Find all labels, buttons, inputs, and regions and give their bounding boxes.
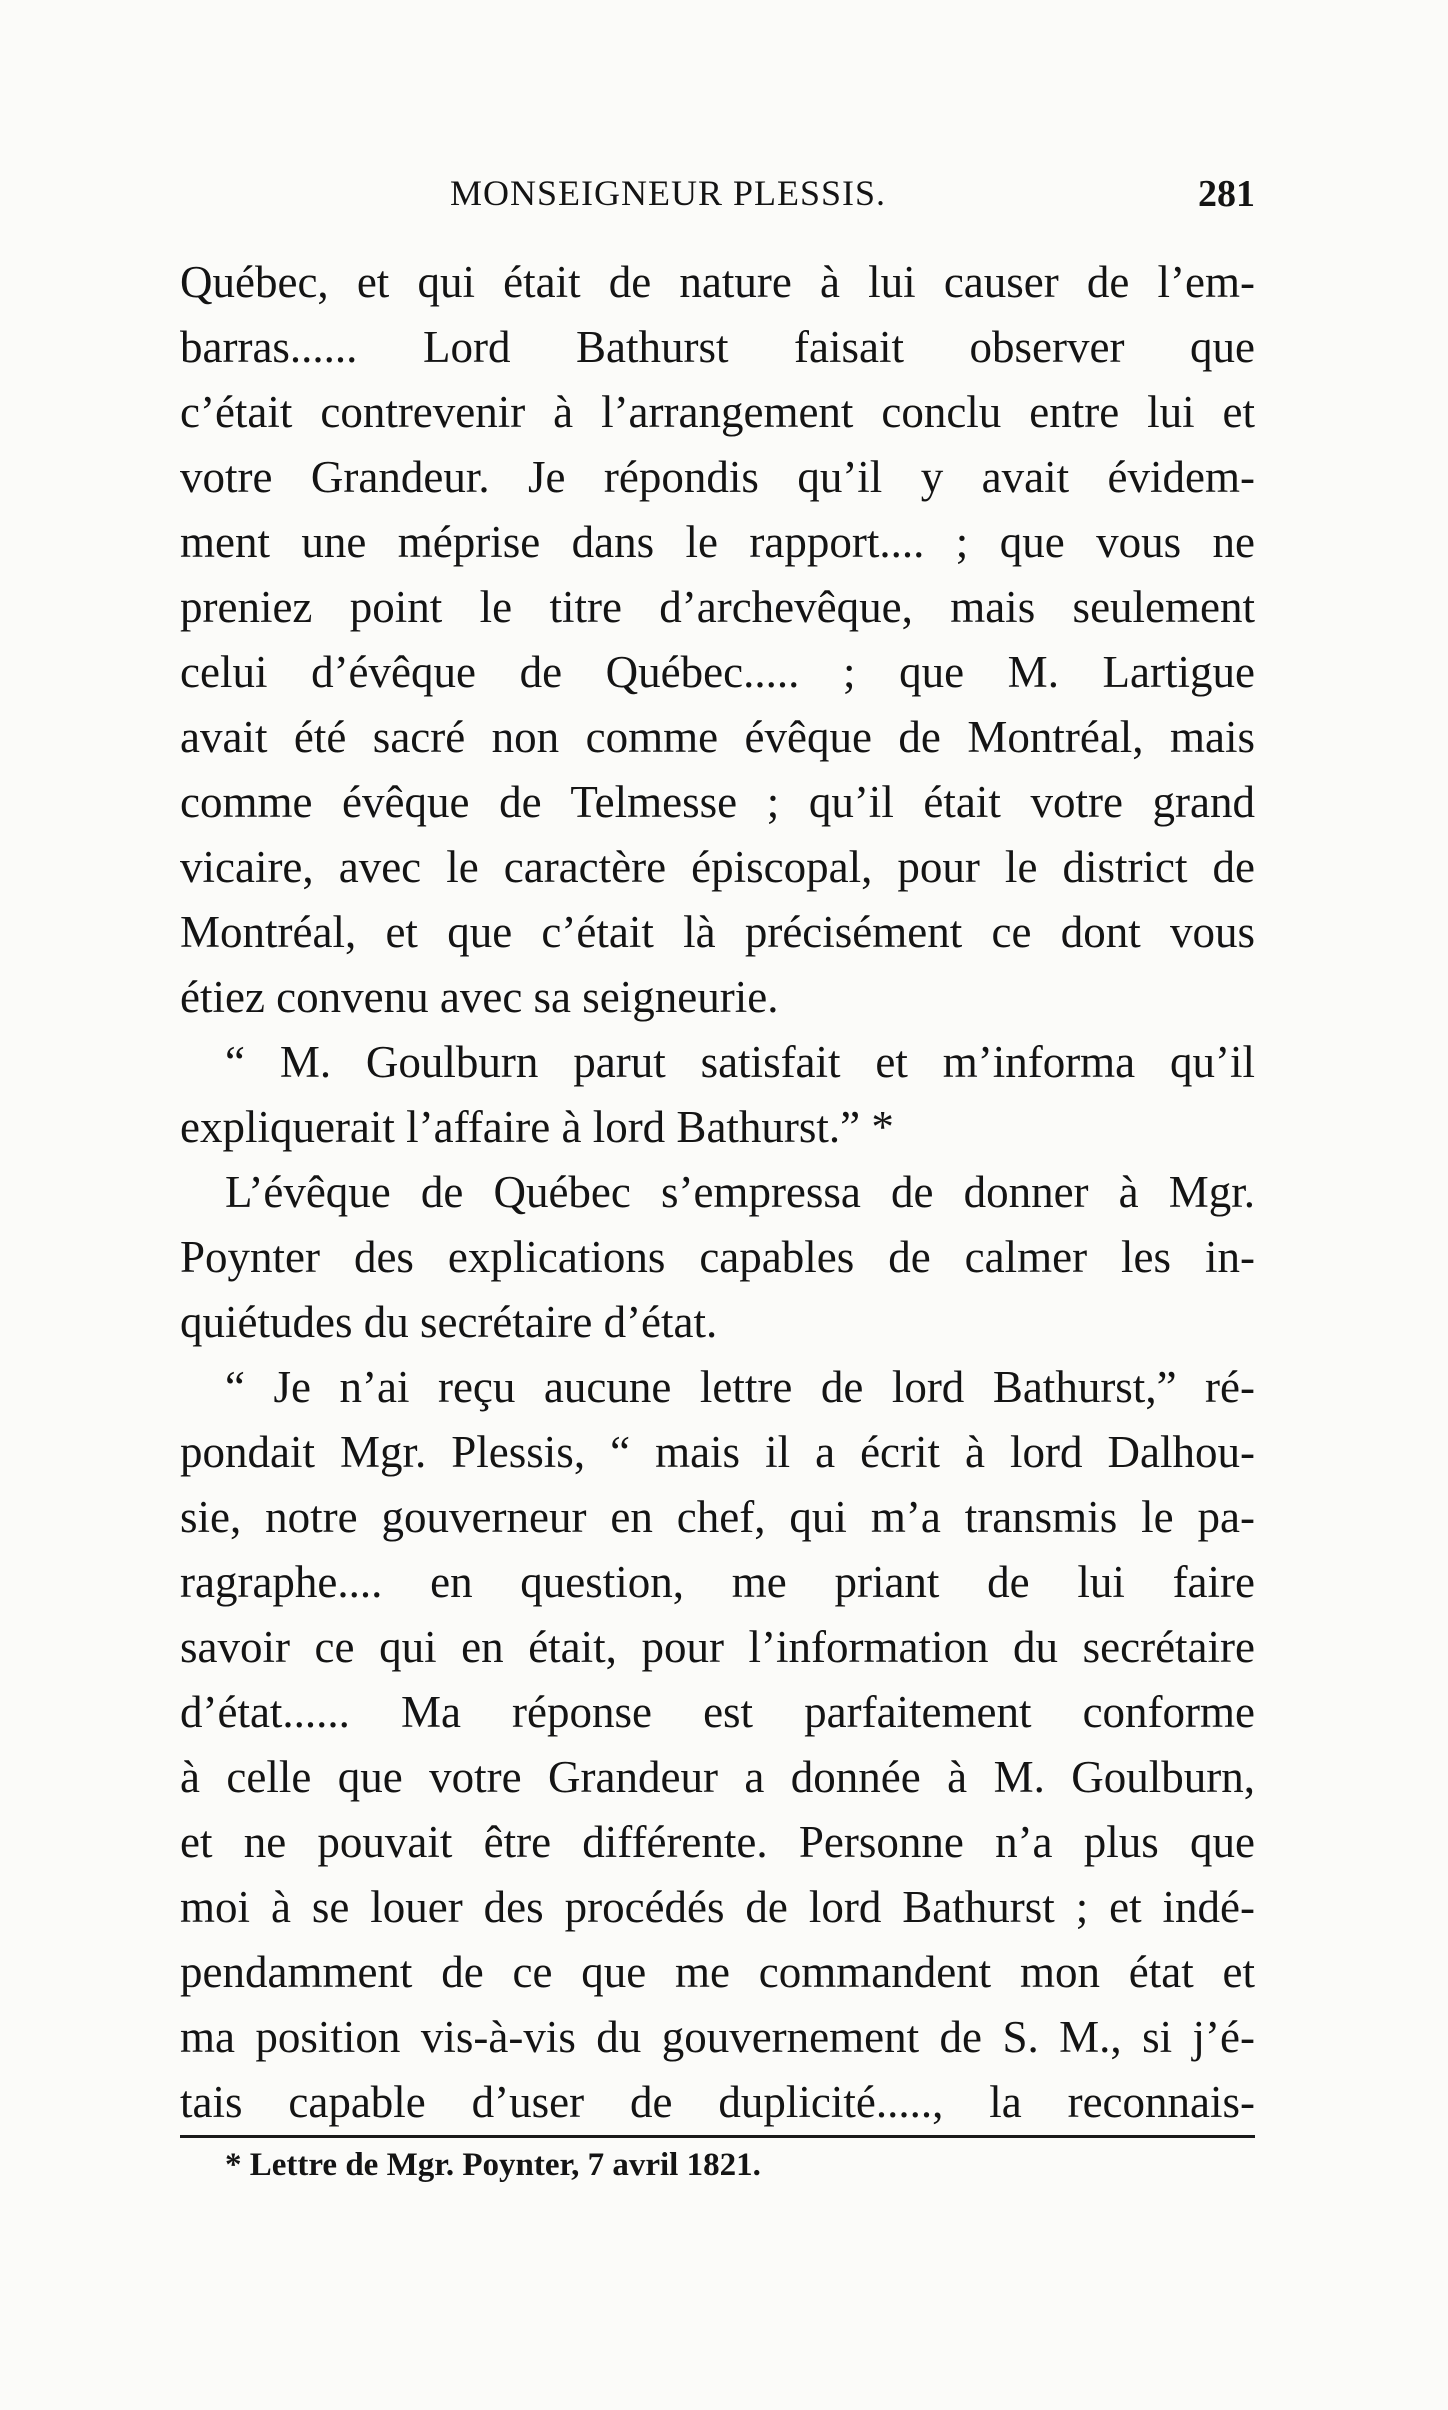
text-line: ment une méprise dans le rapport.... ; que vous ne xyxy=(180,517,1255,567)
text-line: étiez convenu avec sa seigneurie. xyxy=(180,972,779,1022)
text-line: ragraphe.... en question, me priant de lui faire xyxy=(180,1557,1255,1607)
text-line: comme évêque de Telmesse ; qu’il était votre grand xyxy=(180,777,1255,827)
text-line: preniez point le titre d’archevêque, mais seulement xyxy=(180,582,1255,632)
text-line: “ M. Goulburn parut satisfait et m’informa qu’il xyxy=(225,1037,1255,1087)
text-line: sie, notre gouverneur en chef, qui m’a transmis le pa- xyxy=(180,1492,1255,1542)
page-header xyxy=(180,172,1255,222)
text-line: L’évêque de Québec s’empressa de donner à Mgr. xyxy=(225,1167,1255,1217)
text-line: c’était contrevenir à l’arrangement conclu entre lui et xyxy=(180,387,1255,437)
text-line: avait été sacré non comme évêque de Montréal, mais xyxy=(180,712,1255,762)
text-line: Québec, et qui était de nature à lui causer de l’em- xyxy=(180,257,1255,307)
text-line: votre Grandeur. Je répondis qu’il y avait évidem- xyxy=(180,452,1255,502)
text-line: moi à se louer des procédés de lord Bathurst ; et indé- xyxy=(180,1882,1255,1932)
text-line: “ Je n’ai reçu aucune lettre de lord Bathurst,” ré- xyxy=(225,1362,1255,1412)
text-line: Montréal, et que c’était là précisément ce dont vous xyxy=(180,907,1255,957)
text-line: savoir ce qui en était, pour l’information du secrétaire xyxy=(180,1622,1255,1672)
running-title: MONSEIGNEUR PLESSIS. xyxy=(450,173,887,213)
text-line: pondait Mgr. Plessis, “ mais il a écrit à lord Dalhou- xyxy=(180,1427,1255,1477)
text-line: vicaire, avec le caractère épiscopal, pour le district de xyxy=(180,842,1255,892)
text-line: à celle que votre Grandeur a donnée à M. Goulburn, xyxy=(180,1752,1255,1802)
text-line: d’état...... Ma réponse est parfaitement conforme xyxy=(180,1687,1255,1737)
text-line: ma position vis-à-vis du gouvernement de S. M., si j’é- xyxy=(180,2012,1255,2062)
text-line: expliquerait l’affaire à lord Bathurst.” * xyxy=(180,1102,894,1152)
text-line: tais capable d’user de duplicité....., la reconnais- xyxy=(180,2077,1255,2127)
text-line: celui d’évêque de Québec..... ; que M. Lartigue xyxy=(180,647,1255,697)
text-line: et ne pouvait être différente. Personne n’a plus que xyxy=(180,1817,1255,1867)
footnote: * Lettre de Mgr. Poynter, 7 avril 1821. xyxy=(225,2147,761,2183)
page-number: 281 xyxy=(1198,173,1255,215)
text-line: Poynter des explications capables de calmer les in- xyxy=(180,1232,1255,1282)
text-line: barras...... Lord Bathurst faisait observer que xyxy=(180,322,1255,372)
footnote-divider xyxy=(180,2135,1255,2138)
text-line: pendamment de ce que me commandent mon état et xyxy=(180,1947,1255,1997)
text-line: quiétudes du secrétaire d’état. xyxy=(180,1297,718,1347)
